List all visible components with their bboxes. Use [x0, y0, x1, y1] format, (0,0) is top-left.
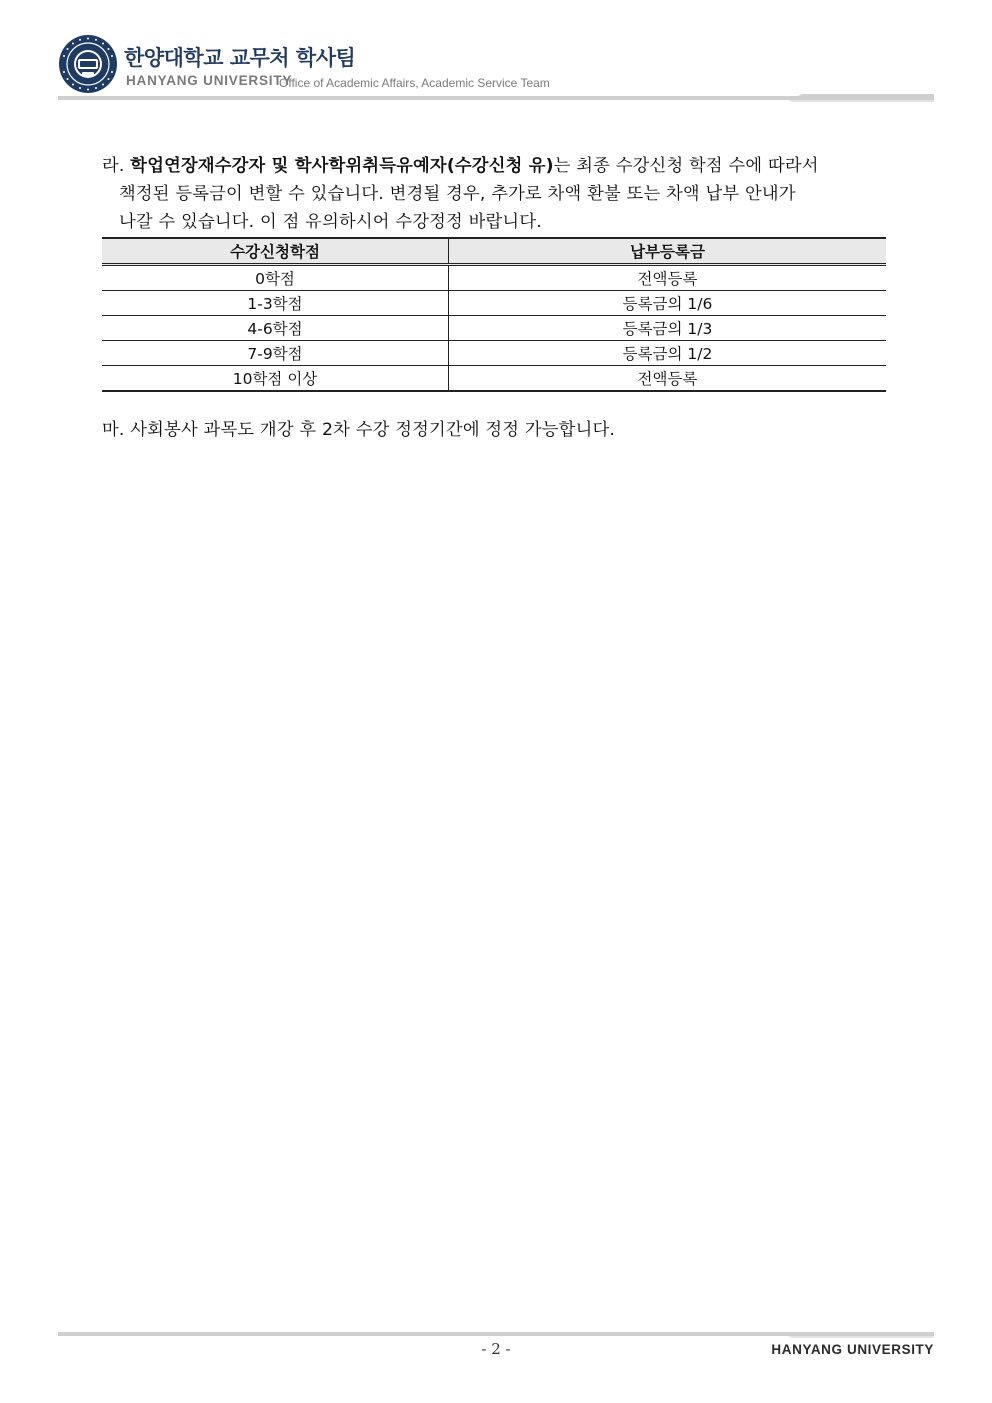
header-university-name: HANYANG UNIVERSITY	[126, 73, 293, 88]
table-cell-tuition: 전액등록	[449, 265, 887, 291]
table-cell-credits: 1-3학점	[102, 291, 449, 316]
table-cell-credits: 7-9학점	[102, 341, 449, 366]
table-cell-credits: 0학점	[102, 265, 449, 291]
header-divider	[58, 93, 934, 103]
table-cell-tuition: 등록금의 1/2	[449, 341, 887, 366]
table-row	[102, 341, 886, 366]
footer-university-name: HANYANG UNIVERSITY	[771, 1342, 934, 1357]
university-seal	[58, 34, 118, 94]
table-cell-credits: 4-6학점	[102, 316, 449, 341]
table-row	[102, 316, 886, 341]
tuition-table	[102, 237, 886, 392]
section-ma: 마. 사회봉사 과목도 개강 후 2차 수강 정정기간에 정정 가능합니다.	[102, 420, 616, 440]
table-row	[102, 265, 886, 291]
section-ra-line1-rest: 는 최종 수강신청 학점 수에 따라서	[553, 156, 819, 176]
header-office-name: Office of Academic Affairs, Academic Service Team	[279, 76, 550, 90]
table-header-tuition: 납부등록금	[449, 238, 887, 265]
table-header-credits: 수강신청학점	[102, 238, 449, 265]
section-ra	[102, 152, 819, 236]
table-cell-credits: 10학점 이상	[102, 366, 449, 392]
table-cell-tuition: 등록금의 1/6	[449, 291, 887, 316]
section-ra-line3: 나갈 수 있습니다. 이 점 유의하시어 수강정정 바랍니다.	[119, 212, 542, 232]
table-row	[102, 291, 886, 316]
table-row	[102, 366, 886, 392]
table-cell-tuition: 전액등록	[449, 366, 887, 392]
section-ra-line2: 책정된 등록금이 변할 수 있습니다. 변경될 경우, 추가로 차액 환불 또는 차액 납부 안내가	[119, 184, 796, 204]
table-cell-tuition: 등록금의 1/3	[449, 316, 887, 341]
section-ra-bold-text: 학업연장재수강자 및 학사학위취득유예자(수강신청 유)	[130, 156, 554, 176]
header-title: 한양대학교 교무처 학사팀	[124, 46, 356, 70]
section-ra-marker: 라.	[102, 156, 125, 176]
footer-divider	[58, 1330, 934, 1340]
page-number: - 2 -	[481, 1340, 511, 1358]
table-header-row	[102, 238, 886, 265]
